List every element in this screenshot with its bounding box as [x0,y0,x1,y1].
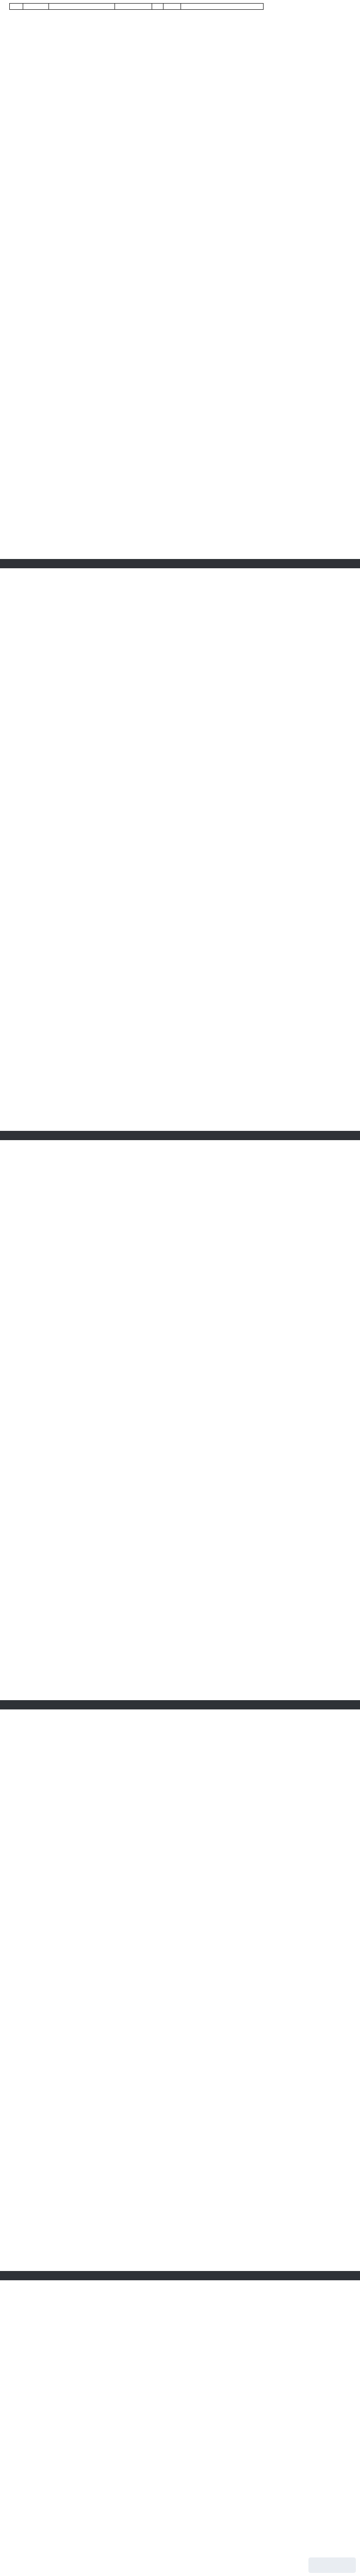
site-watermark-logo [308,2557,356,2573]
page-separator [0,1700,360,1709]
page-separator [0,2271,360,2280]
roster-table [9,3,264,10]
id-number [49,4,115,10]
candidate-name [23,4,49,10]
page-separator [0,1131,360,1140]
page-separator [0,559,360,568]
document-page [0,0,360,556]
major-cell [181,4,264,10]
empty-cell [163,4,181,10]
gender-cell [152,4,163,10]
table-row [10,4,264,10]
row-number [10,4,23,10]
spacer-cell [115,4,152,10]
